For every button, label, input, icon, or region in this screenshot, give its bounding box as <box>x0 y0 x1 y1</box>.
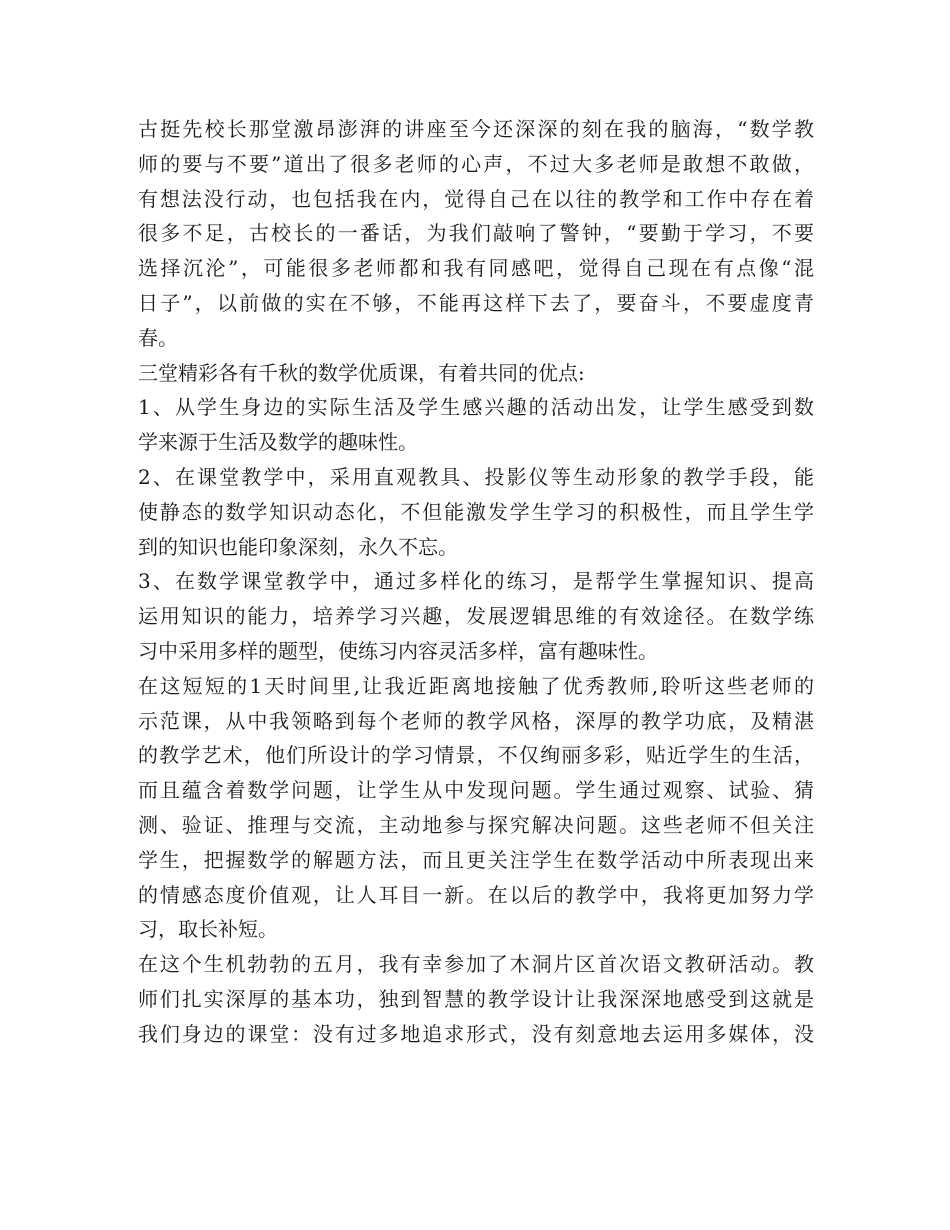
text-line: 到的知识也能印象深刻，永久不忘。 <box>138 534 458 559</box>
text-line: 使静态的数学知识动态化，不但能激发学生学习的积极性，而且学生学 <box>138 499 814 524</box>
text-line: 的情感态度价值观，让人耳目一新。在以后的教学中，我将更加努力学 <box>138 882 814 907</box>
text-line: 习，取长补短。 <box>138 917 278 942</box>
text-line: 选择沉沦”，可能很多老师都和我有同感吧，觉得自己现在有点像“混 <box>138 256 814 281</box>
text-line: 日子”，以前做的实在不够，不能再这样下去了，要奋斗，不要虚度青 <box>138 290 814 315</box>
text-line: 古挺先校长那堂激昂澎湃的讲座至今还深深的刻在我的脑海，“数学教 <box>138 117 814 141</box>
document-body <box>138 112 814 1052</box>
text-line: 很多不足，古校长的一番话，为我们敲响了警钟，“要勤于学习，不要 <box>138 221 814 246</box>
text-line: 而且蕴含着数学问题，让学生从中发现问题。学生通过观察、试验、猜 <box>138 778 814 803</box>
text-line: 春。 <box>138 325 178 350</box>
text-line: 测、验证、推理与交流，主动地参与探究解决问题。这些老师不但关注 <box>138 812 814 837</box>
text-line: 有想法没行动，也包括我在内，觉得自己在以往的教学和工作中存在着 <box>138 186 814 211</box>
text-line: 师的要与不要”道出了很多老师的心声，不过大多老师是敢想不敢做， <box>138 151 814 176</box>
text-line: 3、在数学课堂教学中，通过多样化的练习，是帮学生掌握知识、提高 <box>138 569 814 594</box>
text-line: 示范课，从中我领略到每个老师的教学风格，深厚的教学功底，及精湛 <box>138 708 814 733</box>
text-line: 学来源于生活及数学的趣味性。 <box>138 430 418 455</box>
text-line: 师们扎实深厚的基本功，独到智慧的教学设计让我深深地感受到这就是 <box>138 986 814 1011</box>
text-line: 1、从学生身边的实际生活及学生感兴趣的活动出发，让学生感受到数 <box>138 395 814 420</box>
text-line: 在这短短的1天时间里,让我近距离地接触了优秀教师,聆听这些老师的 <box>138 673 814 698</box>
text-line: 我们身边的课堂：没有过多地追求形式，没有刻意地去运用多媒体，没 <box>138 1021 814 1046</box>
text-line: 的教学艺术，他们所设计的学习情景，不仅绚丽多彩，贴近学生的生活， <box>138 743 814 768</box>
text-line: 习中采用多样的题型，使练习内容灵活多样，富有趣味性。 <box>138 638 658 663</box>
text-line: 学生，把握数学的解题方法，而且更关注学生在数学活动中所表现出来 <box>138 847 814 872</box>
text-line: 2、在课堂教学中，采用直观教具、投影仪等生动形象的教学手段，能 <box>138 464 814 489</box>
text-line: 运用知识的能力，培养学习兴趣，发展逻辑思维的有效途径。在数学练 <box>138 604 814 629</box>
text-line: 在这个生机勃勃的五月，我有幸参加了木洞片区首次语文教研活动。教 <box>138 952 814 977</box>
text-line: 三堂精彩各有千秋的数学优质课，有着共同的优点: <box>138 360 585 385</box>
